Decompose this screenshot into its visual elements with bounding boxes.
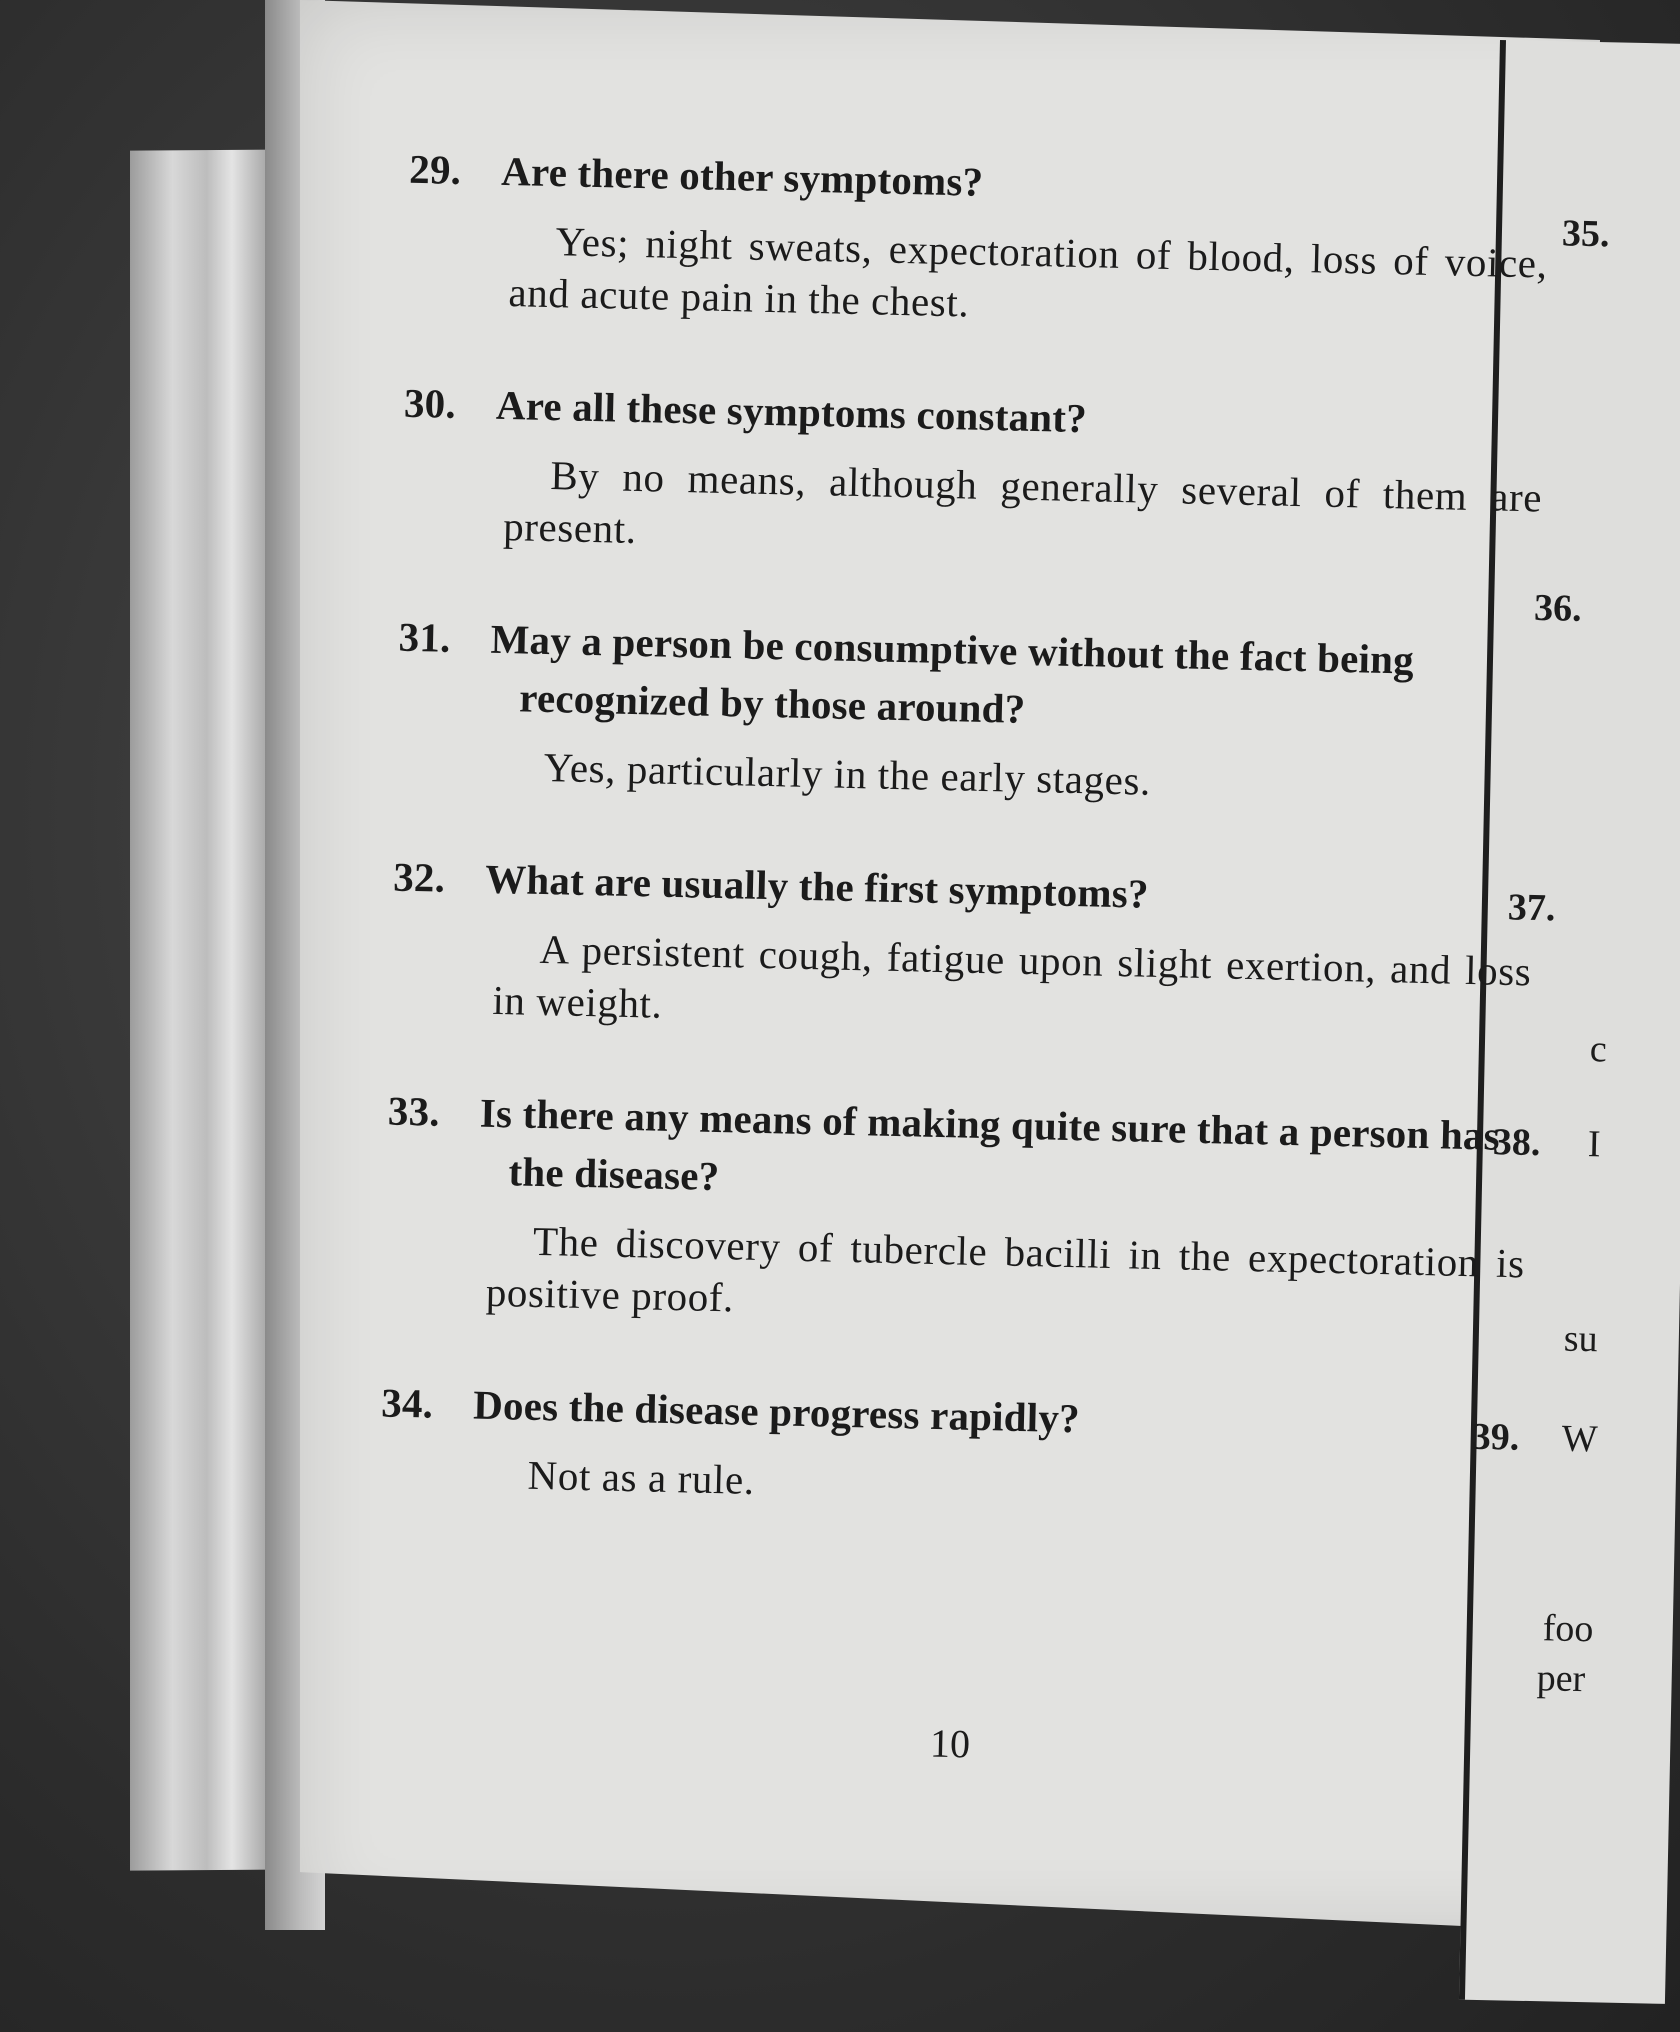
question [403,374,1544,458]
right-page-fragment-36: 36. [1533,586,1583,630]
answer-text: By no means, although generally several of them are present. [502,452,1543,553]
question-text: Are there other symptoms? [500,147,984,205]
answer-text: A persistent cough, fatigue upon slight exertion, and loss in weight. [491,925,1532,1027]
question-number: 34. [380,1379,434,1427]
question-text: Does the disease progress rapidly? [472,1381,1081,1442]
question-text: Are all these symptoms constant? [495,381,1088,442]
question-number: 32. [392,853,446,901]
question-number: 29. [408,145,462,193]
page-number: 10 [929,1720,971,1767]
answer-text: The discovery of tubercle bacilli in the expectoration is positive proof. [485,1217,1526,1321]
right-page-fragment-c: c [1589,1028,1608,1071]
qa-item-31 [398,608,1539,816]
answer-text: Not as a rule. [527,1451,756,1503]
answer-text: Yes; night sweats, expectoration of blood, loss of voice, and acute pain in the chest. [508,218,1549,326]
question-text: What are usually the first symptoms? [484,855,1150,917]
question-text: May a person be consumptive without the fact being recognized by those around? [490,615,1415,732]
right-page-fragment-su: su [1563,1317,1599,1361]
right-page-fragment-per: per [1536,1657,1586,1701]
right-page-fragment-37: 37. [1507,886,1556,930]
question-number: 30. [403,379,457,427]
question [380,1374,1522,1458]
question-number: 33. [387,1087,441,1135]
qa-item-30 [403,374,1545,576]
right-page-fragment-35: 35. [1561,212,1610,256]
question [392,848,1534,932]
question-text: Is there any means of making quite sure that a person has the disease? [479,1089,1501,1200]
page-text-block [380,140,1550,1925]
question-number: 31. [398,613,452,661]
answer-text: Yes, particularly in the early stages. [543,743,1152,804]
right-page-fragment-39: 39. [1471,1415,1520,1459]
qa-item-29 [408,140,1550,342]
right-page-fragment-i: I [1587,1123,1601,1166]
right-page-fragment-38: 38. [1492,1121,1541,1165]
right-page-fragment-foo: foo [1542,1607,1594,1651]
qa-item-33 [387,1082,1528,1342]
question [387,1082,1528,1224]
question [398,608,1539,750]
right-page-fragment-w: W [1561,1417,1599,1461]
qa-item-32 [392,848,1534,1050]
qa-item-34 [380,1374,1522,1524]
